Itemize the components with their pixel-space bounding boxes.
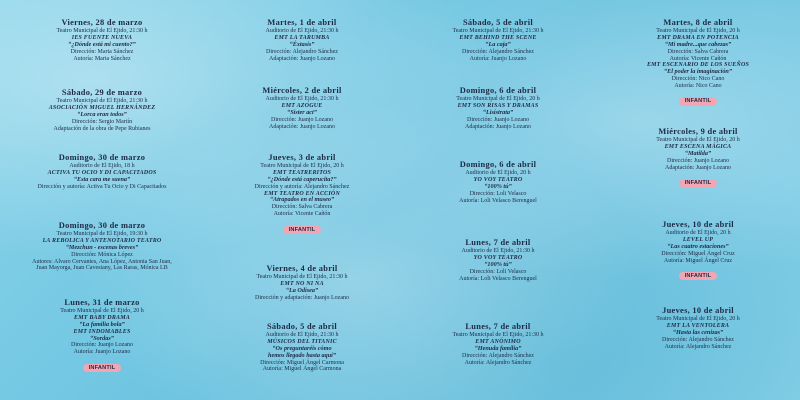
event-detail: Dirección: Sergio Martín bbox=[71, 118, 133, 125]
play-title: “Las cuatro estaciones” bbox=[667, 242, 729, 250]
play-title: “Henuda familia” bbox=[474, 344, 522, 352]
play-title: “Mezchun - escenas breves” bbox=[65, 243, 139, 251]
event-detail: Auditorio de El Ejido, 21:30 h bbox=[461, 248, 535, 255]
event-detail: Teatro Municipal de El Ejido, 20 h bbox=[656, 28, 740, 35]
play-title: “La familia bola” bbox=[79, 320, 125, 328]
event-detail: Autoría: Juanjo Lozano bbox=[73, 349, 131, 356]
play-title: “Os preguntaréis cómo bbox=[272, 344, 332, 352]
event-date: Viernes, 28 de marzo bbox=[61, 18, 143, 27]
event-detail: Autoría: Marta Sánchez bbox=[73, 55, 131, 62]
event-detail: Autoría: Loli Velasco Berenguel bbox=[459, 197, 537, 204]
event-detail: Teatro Municipal de El Ejido, 21:30 h bbox=[56, 28, 148, 35]
event-card bbox=[604, 127, 792, 189]
company-name: LEVEL UP bbox=[682, 237, 714, 244]
infantil-badge: INFANTIL bbox=[679, 272, 718, 280]
event-detail: Dirección: Loli Velasco bbox=[469, 268, 527, 275]
company-name: EMT NO NI NA bbox=[280, 281, 324, 288]
play-title: “Éxtasis” bbox=[289, 40, 315, 48]
play-title: “¿Dónde está mi cuento?” bbox=[68, 40, 136, 48]
event-detail: Dirección: Alejandro Sánchez bbox=[662, 336, 734, 343]
badge-row bbox=[604, 89, 792, 107]
event-detail: Autoría: Vicente Cañón bbox=[273, 210, 331, 217]
event-detail: Dirección: Nico Cano bbox=[671, 75, 725, 82]
badge-row bbox=[604, 264, 792, 282]
play-title: “Atrapados en el museo” bbox=[269, 196, 335, 204]
event-card bbox=[604, 18, 792, 107]
event-detail: Teatro Municipal de El Ejido, 19:30 h bbox=[56, 231, 148, 238]
company-name: EMT LA VENTOLERA bbox=[666, 323, 730, 330]
event-card bbox=[604, 220, 792, 282]
infantil-badge: INFANTIL bbox=[679, 179, 718, 187]
event-detail: Teatro Municipal de El Ejido, 21:30 h bbox=[452, 332, 544, 339]
event-detail: Autoría: Juanjo Lozano bbox=[469, 55, 527, 62]
company-name: EMT ANÓNIMO bbox=[475, 339, 521, 346]
event-detail: Dirección: Juanjo Lozano bbox=[71, 342, 133, 349]
event-detail: Autoría: Nico Cano bbox=[674, 82, 722, 89]
event-date: Viernes, 4 de abril bbox=[266, 264, 338, 273]
event-detail: Teatro Municipal de El Ejido, 21:30 h bbox=[452, 28, 544, 35]
event-date: Domingo, 6 de abril bbox=[459, 160, 537, 169]
event-date: Sábado, 5 de abril bbox=[266, 322, 338, 331]
event-date: Martes, 1 de abril bbox=[267, 18, 337, 27]
event-card bbox=[404, 18, 592, 62]
event-detail: Dirección: Juanjo Lozano bbox=[667, 157, 729, 164]
event-detail: Dirección: Loli Velasco bbox=[469, 190, 527, 197]
company-name: EMT ESCENA MÁGICA bbox=[664, 144, 732, 151]
event-date: Sábado, 29 de marzo bbox=[61, 88, 143, 97]
event-card bbox=[604, 306, 792, 350]
event-card bbox=[8, 221, 196, 272]
company-name: ACTIVA TU OCIO Y DI CAPACITADOS bbox=[47, 170, 157, 177]
event-card bbox=[404, 160, 592, 204]
event-detail: Dirección: Salva Cabrera bbox=[271, 204, 333, 211]
event-detail: Adaptación: Juanjo Lozano bbox=[269, 123, 335, 130]
event-detail: Auditorio de El Ejido, 20 h bbox=[465, 170, 531, 177]
company-name: LA REBOLICA Y ANTENOTARIO TEATRO bbox=[42, 238, 162, 245]
event-card bbox=[208, 322, 396, 373]
company-name: EMT DRAMA EN POTENCIA bbox=[657, 35, 739, 42]
event-date: Domingo, 30 de marzo bbox=[58, 221, 146, 230]
play-title: “El poder la imaginación” bbox=[664, 67, 732, 75]
infantil-badge: INFANTIL bbox=[83, 364, 122, 372]
company-name: EMT TEATRO EN ACCIÓN bbox=[264, 190, 340, 197]
event-date: Lunes, 7 de abril bbox=[465, 322, 531, 331]
event-detail: Dirección: Miguel Ángel Cruz bbox=[661, 250, 735, 257]
event-detail: Dirección y autoría: Activa Tu Ocio y Di Capacitados bbox=[37, 183, 167, 190]
play-title: “La Odisea” bbox=[285, 286, 319, 294]
event-card bbox=[208, 153, 396, 236]
event-detail: Auditorio de El Ejido, 21:30 h bbox=[265, 96, 339, 103]
event-detail: Dirección: Mónica López bbox=[71, 251, 133, 258]
play-title: “Esta cara me suena” bbox=[73, 175, 131, 183]
play-title: “100% tú” bbox=[484, 182, 512, 190]
event-card bbox=[404, 86, 592, 130]
play-title: “100% tú” bbox=[484, 260, 512, 268]
play-title: “La caja” bbox=[485, 40, 511, 48]
event-card bbox=[8, 298, 196, 374]
event-detail: Teatro Municipal de El Ejido, 20 h bbox=[260, 163, 344, 170]
event-detail: Dirección: Juanjo Lozano bbox=[271, 116, 333, 123]
event-date: Jueves, 10 de abril bbox=[662, 220, 734, 229]
event-card bbox=[208, 86, 396, 130]
event-detail: Auditorio de El Ejido, 18 h bbox=[69, 163, 135, 170]
event-detail: Juan Mayorga, Juan Cavestany, Las Raras, Mónica LB bbox=[36, 265, 168, 272]
event-detail: Teatro Municipal de El Ejido, 21:30 h bbox=[256, 274, 348, 281]
event-card bbox=[8, 18, 196, 62]
infantil-badge: INFANTIL bbox=[283, 226, 322, 234]
event-detail: Teatro Municipal de El Ejido, 20 h bbox=[656, 137, 740, 144]
play-title: “Matilda” bbox=[684, 149, 712, 157]
event-detail: Autoría: Miguel Ángel Cruz bbox=[663, 257, 733, 264]
event-detail: Teatro Municipal de El Ejido, 20 h bbox=[60, 308, 144, 315]
event-detail: Teatro Municipal de El Ejido, 20 h bbox=[656, 316, 740, 323]
company-name: MÚSICOS DEL TITANIC bbox=[267, 339, 337, 346]
event-detail: Dirección: Alejandro Sánchez bbox=[462, 352, 534, 359]
event-detail: Dirección y adaptación: Juanjo Lozano bbox=[255, 294, 349, 301]
event-detail: Autores: Alvaro Cervantes, Ana López, Antonia San Juan, bbox=[32, 258, 172, 265]
event-card bbox=[8, 88, 196, 132]
event-detail: Dirección: Marta Sánchez bbox=[70, 48, 134, 55]
event-detail: Autoría: Miguel Ángel Carmona bbox=[262, 366, 342, 373]
event-detail: Autoría: Alejandro Sánchez bbox=[464, 359, 532, 366]
company-name: EMT ESCENARIO DE LOS SUEÑOS bbox=[646, 62, 750, 69]
play-title: “Sordas” bbox=[90, 334, 114, 342]
event-date: Domingo, 30 de marzo bbox=[58, 153, 146, 162]
event-card bbox=[208, 18, 396, 62]
play-title: “Lorca eran todos” bbox=[77, 110, 127, 118]
event-detail: Dirección: Miguel Ángel Carmona bbox=[260, 359, 344, 366]
play-title: “¿Dónde está caperucita?” bbox=[267, 175, 337, 183]
event-date: Sábado, 5 de abril bbox=[462, 18, 534, 27]
event-detail: Dirección y autoría: Alejandro Sánchez bbox=[254, 183, 350, 190]
event-date: Lunes, 7 de abril bbox=[465, 238, 531, 247]
event-date: Miércoles, 9 de abril bbox=[658, 127, 738, 136]
event-detail: Auditorio de El Ejido, 21:30 h bbox=[265, 28, 339, 35]
play-title: “Hasta las cenizas” bbox=[672, 328, 724, 336]
event-card bbox=[208, 264, 396, 302]
event-detail: Dirección: Juanjo Lozano bbox=[467, 116, 529, 123]
company-name: EMT TEATRERITOS bbox=[272, 170, 332, 177]
event-date: Miércoles, 2 de abril bbox=[262, 86, 342, 95]
company-name: YO VOY TEATRO bbox=[473, 255, 523, 262]
company-name: EMT LA TARUMBA bbox=[274, 35, 330, 42]
company-name: IES FUENTE NUEVA bbox=[71, 35, 133, 42]
event-detail: Dirección: Alejandro Sánchez bbox=[266, 48, 338, 55]
badge-row bbox=[208, 218, 396, 236]
badge-row bbox=[8, 356, 196, 374]
infantil-badge: INFANTIL bbox=[679, 97, 718, 105]
company-name: EMT BEHIND THE SCENE bbox=[459, 35, 537, 42]
company-name: EMT SON RISAS Y DRAMAS bbox=[457, 103, 539, 110]
event-card bbox=[8, 153, 196, 191]
event-detail: Autoría: Vicente Cañón bbox=[669, 55, 727, 62]
play-title: hemos llegado hasta aquí” bbox=[268, 351, 336, 359]
event-detail: Adaptación: Juanjo Lozano bbox=[665, 164, 731, 171]
event-detail: Dirección: Alejandro Sánchez bbox=[462, 48, 534, 55]
company-name: ASOCIACIÓN MIGUEL HERNÁNDEZ bbox=[48, 105, 156, 112]
event-detail: Teatro Municipal de El Ejido, 21:30 h bbox=[56, 98, 148, 105]
company-name: EMT INDOMABLES bbox=[73, 328, 131, 335]
play-title: “Sister act” bbox=[287, 108, 317, 116]
event-detail: Auditorio de El Ejido, 20 h bbox=[665, 230, 731, 237]
event-card bbox=[404, 322, 592, 366]
company-name: YO VOY TEATRO bbox=[473, 177, 523, 184]
play-title: “Lisístrata” bbox=[482, 108, 514, 116]
company-name: EMT BABY DRAMA bbox=[74, 315, 130, 322]
event-detail: Autoría: Alejandro Sánchez bbox=[664, 343, 732, 350]
event-detail: Autoría: Loli Velasco Berenguel bbox=[459, 275, 537, 282]
event-date: Martes, 8 de abril bbox=[663, 18, 733, 27]
play-title: “Mi madre...que cabezas” bbox=[664, 40, 732, 48]
company-name: EMT AZOGUE bbox=[281, 103, 323, 110]
event-date: Lunes, 31 de marzo bbox=[64, 298, 140, 307]
event-card bbox=[404, 238, 592, 282]
event-detail: Adaptación de la obra de Pepe Rubianes bbox=[53, 125, 151, 132]
event-date: Jueves, 10 de abril bbox=[662, 306, 734, 315]
event-detail: Auditorio de El Ejido, 21:30 h bbox=[265, 332, 339, 339]
event-detail: Adaptación: Juanjo Lozano bbox=[465, 123, 531, 130]
badge-row bbox=[604, 171, 792, 189]
event-date: Domingo, 6 de abril bbox=[459, 86, 537, 95]
event-detail: Teatro Municipal de El Ejido, 20 h bbox=[456, 96, 540, 103]
event-detail: Dirección: Salva Cabrera bbox=[667, 48, 729, 55]
event-date: Jueves, 3 de abril bbox=[268, 153, 336, 162]
event-detail: Adaptación: Juanjo Lozano bbox=[269, 55, 335, 62]
